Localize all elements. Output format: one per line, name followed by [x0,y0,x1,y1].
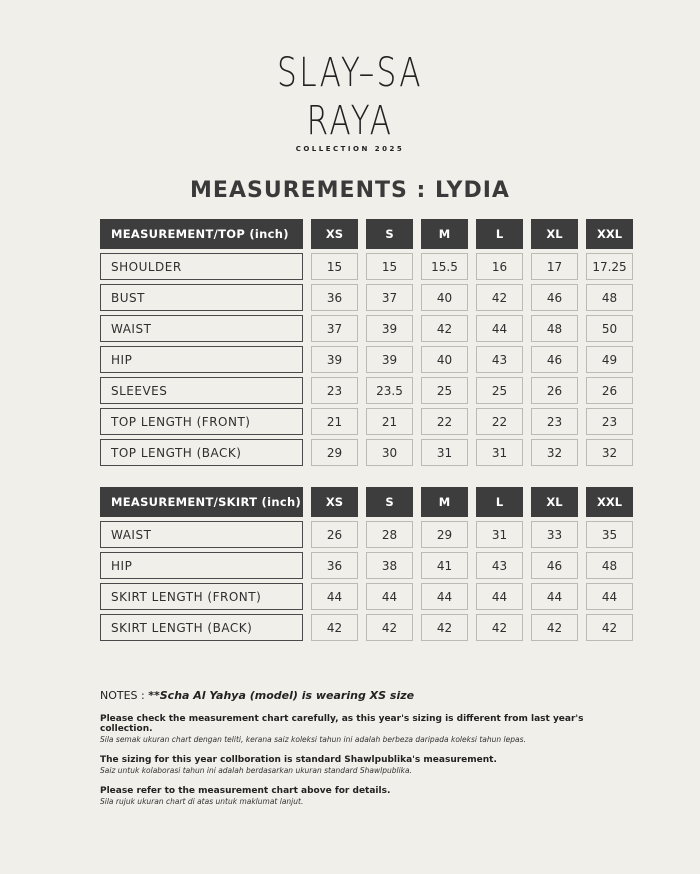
row-label: SHOULDER [100,253,303,280]
row-label: SKIRT LENGTH (BACK) [100,614,303,641]
measurement-value: 15.5 [421,253,468,280]
size-header-l: L [476,219,523,249]
measurement-value: 46 [531,552,578,579]
table-header-label: MEASUREMENT/SKIRT (inch) [100,487,303,517]
measurement-value: 26 [586,377,633,404]
row-label: WAIST [100,315,303,342]
measurement-value: 25 [476,377,523,404]
measurement-value: 39 [311,346,358,373]
measurement-value: 40 [421,284,468,311]
measurement-value: 38 [366,552,413,579]
measurement-value: 37 [366,284,413,311]
measurement-value: 50 [586,315,633,342]
measurement-value: 43 [476,346,523,373]
measurement-value: 40 [421,346,468,373]
note-malay: Sila semak ukuran chart dengan teliti, kerana saiz koleksi tahun ini adalah berbeza daripada koleksi tahun lepas. [100,735,526,744]
measurement-value: 43 [476,552,523,579]
measurement-value: 48 [586,552,633,579]
table-row [100,346,633,373]
top-measurement-table [100,219,633,466]
measurement-value: 42 [311,614,358,641]
measurement-value: 31 [421,439,468,466]
measurement-value: 23.5 [366,377,413,404]
size-header-m: M [421,219,468,249]
measurement-value: 17 [531,253,578,280]
measurement-value: 31 [476,521,523,548]
measurement-value: 32 [586,439,633,466]
measurement-value: 26 [311,521,358,548]
measurement-value: 15 [366,253,413,280]
measurement-value: 23 [531,408,578,435]
table-header-row [100,219,633,249]
notes-section [100,689,620,817]
logo-line-2: RAYA [306,98,394,144]
row-label: TOP LENGTH (BACK) [100,439,303,466]
page-title: MEASUREMENTS : LYDIA [190,178,510,203]
measurement-value: 39 [366,346,413,373]
measurement-value: 16 [476,253,523,280]
measurement-value: 42 [421,614,468,641]
measurement-value: 15 [311,253,358,280]
table-row [100,521,633,548]
measurement-value: 22 [476,408,523,435]
measurement-value: 36 [311,552,358,579]
measurement-value: 44 [311,583,358,610]
note-malay: Sila rujuk ukuran chart di atas untuk maklumat lanjut. [100,797,304,806]
measurement-value: 42 [421,315,468,342]
size-header-xl: XL [531,487,578,517]
measurement-value: 48 [586,284,633,311]
size-header-xl: XL [531,219,578,249]
measurement-value: 48 [531,315,578,342]
measurement-value: 42 [586,614,633,641]
measurement-value: 25 [421,377,468,404]
row-label: TOP LENGTH (FRONT) [100,408,303,435]
measurement-value: 44 [476,583,523,610]
notes-label: NOTES : [100,689,145,702]
table-header-row [100,487,633,517]
measurement-value: 31 [476,439,523,466]
measurement-value: 42 [476,284,523,311]
measurement-value: 35 [586,521,633,548]
note-malay: Saiz untuk kolaborasi tahun ini adalah berdasarkan ukuran standard Shawlpublika. [100,766,412,775]
table-row [100,377,633,404]
size-header-s: S [366,219,413,249]
measurement-value: 23 [586,408,633,435]
measurement-value: 21 [311,408,358,435]
row-label: WAIST [100,521,303,548]
measurement-value: 42 [476,614,523,641]
measurement-value: 23 [311,377,358,404]
measurement-value: 33 [531,521,578,548]
skirt-measurement-table [100,487,633,641]
measurement-value: 30 [366,439,413,466]
model-note: **Scha Al Yahya (model) is wearing XS size [148,689,415,702]
measurement-value: 44 [421,583,468,610]
table-row [100,408,633,435]
row-label: SLEEVES [100,377,303,404]
table-row [100,583,633,610]
measurement-value: 29 [421,521,468,548]
measurement-value: 37 [311,315,358,342]
size-header-xxl: XXL [586,219,633,249]
measurement-value: 42 [366,614,413,641]
measurement-value: 17.25 [586,253,633,280]
measurement-value: 41 [421,552,468,579]
measurement-value: 26 [531,377,578,404]
size-header-m: M [421,487,468,517]
notes-header [100,689,620,702]
note-english: Please refer to the measurement chart above for details. [100,786,391,796]
note-paragraph [100,786,620,806]
row-label: BUST [100,284,303,311]
table-row [100,284,633,311]
measurement-value: 44 [531,583,578,610]
measurement-value: 21 [366,408,413,435]
table-row [100,253,633,280]
measurement-value: 46 [531,284,578,311]
note-paragraph [100,714,620,744]
row-label: HIP [100,552,303,579]
brand-logo [0,52,700,153]
size-header-l: L [476,487,523,517]
size-header-xs: XS [311,487,358,517]
table-row [100,552,633,579]
row-label: HIP [100,346,303,373]
note-english: The sizing for this year collboration is standard Shawlpublika's measurement. [100,755,497,765]
size-header-xxl: XXL [586,487,633,517]
measurement-value: 42 [531,614,578,641]
measurement-value: 44 [586,583,633,610]
logo-collection: COLLECTION 2025 [295,145,405,153]
measurement-value: 44 [366,583,413,610]
size-header-xs: XS [311,219,358,249]
measurement-value: 28 [366,521,413,548]
measurement-value: 39 [366,315,413,342]
table-row [100,614,633,641]
table-row [100,315,633,342]
measurement-value: 46 [531,346,578,373]
measurement-value: 36 [311,284,358,311]
measurement-value: 29 [311,439,358,466]
table-header-label: MEASUREMENT/TOP (inch) [100,219,303,249]
size-header-s: S [366,487,413,517]
measurement-value: 49 [586,346,633,373]
measurement-value: 32 [531,439,578,466]
note-english: Please check the measurement chart carefully, as this year's sizing is different from last year's collection. [100,714,584,734]
measurement-value: 44 [476,315,523,342]
measurement-value: 22 [421,408,468,435]
logo-line-1: SLAY–SA [277,50,423,96]
note-paragraph [100,755,620,775]
table-row [100,439,633,466]
row-label: SKIRT LENGTH (FRONT) [100,583,303,610]
